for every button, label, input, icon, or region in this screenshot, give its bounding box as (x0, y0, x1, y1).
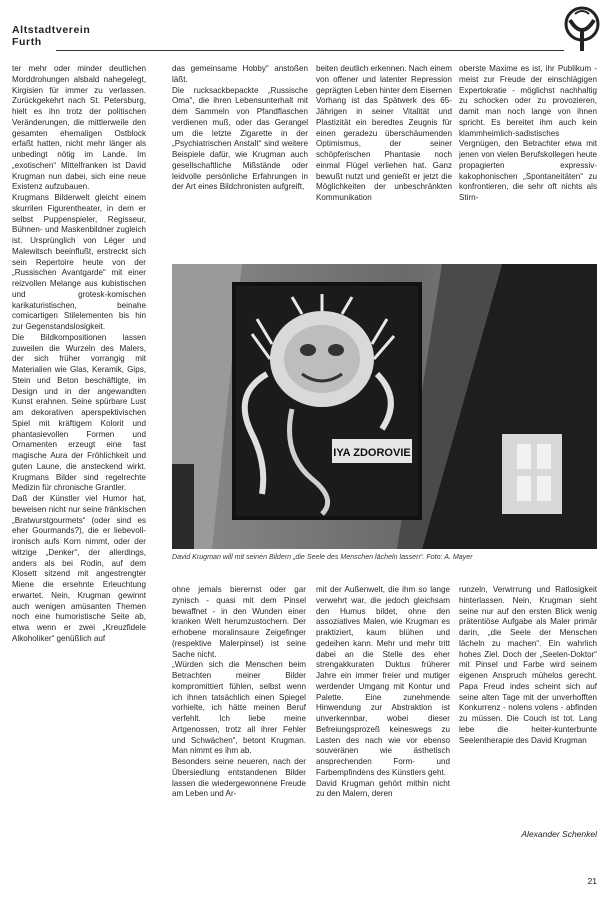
article-column-2-top (172, 64, 308, 256)
gallery-photo-illustration (172, 264, 597, 549)
article-column-4-bottom (459, 585, 597, 785)
article-paragraph: ter mehr oder minder deutlichen Morddrohungen alsbald nahegelegt, Kirgisien für immer zu verlassen. Zurückgekehrt nach St. Petersburg, hielt es ihn trotz der politischen Veränderungen, die mittlerweile den gesamten ehemaligen Ostblock erfaßt hatten, nicht mehr länger als unbedingt nötig im Lande. Im „exotischen“ Mittelfranken ist David Krugman nun dabei, sich eine neue Existenz aufzubauen. (12, 64, 146, 192)
publisher-name: Altstadtverein (12, 24, 91, 36)
article-paragraph: Krugmans Bilderwelt gleicht einem skurrilen Figurentheater, in dem er selbst Puppenspieler, Regisseur, Bühnen- und Maskenbildner zugleich ist. Ursprünglich von Léger und Malewitsch beeinflußt, erstreckt sich sein Repertoire heute von der „Russischen Avantgarde“ mit einer reizvollen Melange aus kubistischen und grotesk-komischen karikaturistischen, beinahe comicartigen Stilelementen bis hin zur Gegenstandslosigkeit. (12, 193, 146, 331)
author-byline: Alexander Schenkel (521, 829, 597, 839)
masthead (12, 24, 564, 48)
article-paragraph: „Würden sich die Menschen beim Betrachten meiner Bilder kompromittiert fühlen, selbst wenn ich ihnen tatsächlich einen Spiegel vorhielte, ich hätte meinen Beruf verfehlt. Ich liebe meine Artgenossen, trotz all ihrer Fehler und Schwächen“, betont Krugman. Man nimmt es ihm ab. (172, 660, 306, 756)
article-column-2-bottom (172, 585, 306, 873)
article-paragraph: ohne jemals bierernst oder gar zynisch - quasi mit dem Pinsel bewaffnet - in den Wunden einer kranken Welt herumzustochern. Der erhobene moralinsaure Zeigefinger (respektive Malerpinsel) ist seine Sache nicht. (172, 585, 306, 659)
article-column-4-top (459, 64, 597, 256)
article-paragraph: Die rucksackbepackte „Russische Oma“, die ihren Lebensunterhalt mit dem Sammeln von Pfandflaschen verdienen muß, oder das Gerangel um die letzte Zigarette in der „Psychiatrischen Anstalt“ sind weitere Beispiele dafür, wie Krugman auch gesellschaftliche Mißstände oder leidvolle persönliche Erfahrungen in der Art eines Bildchronisten aufgreift, (172, 85, 308, 192)
altstadtverein-logo-icon (563, 6, 601, 52)
article-paragraph: Besonders seine neueren, nach der Übersiedlung entstandenen Bilder lassen die wiedergewonnene Freude am Leben und Ar- (172, 757, 306, 799)
article-paragraph: das gemeinsame Hobby“ anstoßen läßt. (172, 64, 308, 84)
painting-inscription: IYA ZDOROVIE (333, 447, 411, 459)
article-column-3-top (316, 64, 452, 256)
publisher-city: Furth (12, 36, 42, 48)
article-paragraph: oberste Maxime es ist, ihr Publikum - meist zur Freude der einschlägigen Expertokratie - möglichst nachhaltig zu schocken oder zu provozieren, damit man noch lange von ihnen spricht. Es bereitet ihm auch kein klammheimlich-sadistisches Vergnügen, den Betrachter etwa mit jenen von vielen Berufskollegen heute propagierten expressiv-kakophonischen „Spontaneitäten“ zu konfrontieren, die sehr oft nichts als Stirn- (459, 64, 597, 202)
article-paragraph: Daß der Künstler viel Humor hat, beweisen nicht nur seine fränkischen „Bratwurstgourmets“ (oder sind es eher Gourmands?), die er liebevoll-ironisch aufs Korn nimmt, oder der witzige „Denker“, der allerdings, anders als bei Rodin, auf dem Klosett sitzend mit angestrengter Miene die ersehnte Erleuchtung erwartet. Nein, Krugman gewinnt auch wenigen amüsanten Themen noch eine humoristische Seite ab, etwa wenn er zwei „Kreuzfidele Alkoholiker“ genüßlich auf (12, 494, 146, 643)
article-photo (172, 264, 597, 549)
article-paragraph: mit der Außenwelt, die ihm so lange verwehrt war, die jedoch gleichsam den Humus bildet, ohne den assoziatives Malen, wie Krugman es praktiziert, kaum blühen und gedeihen kann. Mehr und mehr tritt dabei an die Stelle des eher strengakkuraten Duktus früherer Jahre ein immer freier und mutiger werdender Umgang mit Kontur und Palette. Eine zunehmende Hinwendung zur Abstraktion ist unverkennbar, wobei dieser Befreiungsprozeß keineswegs zu Lasten des nach wie vor ebenso souveränen wie ästhetisch ansprechenden Form- und Farbempfindens des Künstlers geht. (316, 585, 450, 777)
article-paragraph: Die Bildkompositionen lassen zuweilen die Wurzeln des Malers, der sich früher vorrangig mit Materialien wie Glas, Keramik, Gips, Stein und Beton beschäftigte, im Design und in der angewandten Kunst erahnen. Seine spürbare Lust am dekorativen aperspektivischen Spiel mit kräftigem Kolorit und phantasievollen Formen und Ornamenten erzeugt eine fast magische Aura der Fröhlichkeit und guten Laune, die ansteckend wirkt. Krugmans Bilder sind regelrechte Medizin für chronische Grantler. (12, 332, 146, 493)
article-paragraph: runzeln, Verwirrung und Ratlosigkeit hinterlassen. Nein, Krugman sieht seine nur auf den ersten Blick wenig prätentiöse Aufgabe als Maler primär darin, „die Seele der Menschen lächeln zu machen“. Ein wahrlich hohes Ziel. Doch der „Seelen-Doktor“ mit Pinsel und Farbe wird seinem eigenen Anspruch mühelos gerecht. Papa Freud indes scheint sich auf seine alten Tage mit der unverhofften Konkurrenz - nolens volens - abfinden zu müssen. Die Couch ist tot. Lang lebe die heiter-kunterbunte Seelentherapie des David Krugman (459, 585, 597, 745)
article-paragraph: David Krugman gehört mithin nicht zu den Malern, deren (316, 778, 450, 799)
article-column-1 (12, 64, 146, 872)
header-rule (56, 50, 564, 51)
page-number: 21 (587, 876, 597, 886)
photo-caption: David Krugman will mit seinen Bildern „die Seele des Menschen lächeln lassen“. Foto: A. Mayer (172, 553, 473, 561)
article-column-3-bottom (316, 585, 450, 873)
article-paragraph: beiten deutlich erkennen. Nach einem von offener und latenter Repression geprägten Leben hinter dem Eisernen Vorhang ist das Spätwerk des 65-Jährigen in seiner Vitalität und Plastizität ein beredtes Zeugnis für einen geradezu überschäumenden Optimismus, der seiner schöpferischen Phantasie noch einmal Flügel verliehen hat. Ganz bewußt nutzt und genießt er jetzt die Möglichkeiten der unbeschränkten Kommunikation (316, 64, 452, 202)
